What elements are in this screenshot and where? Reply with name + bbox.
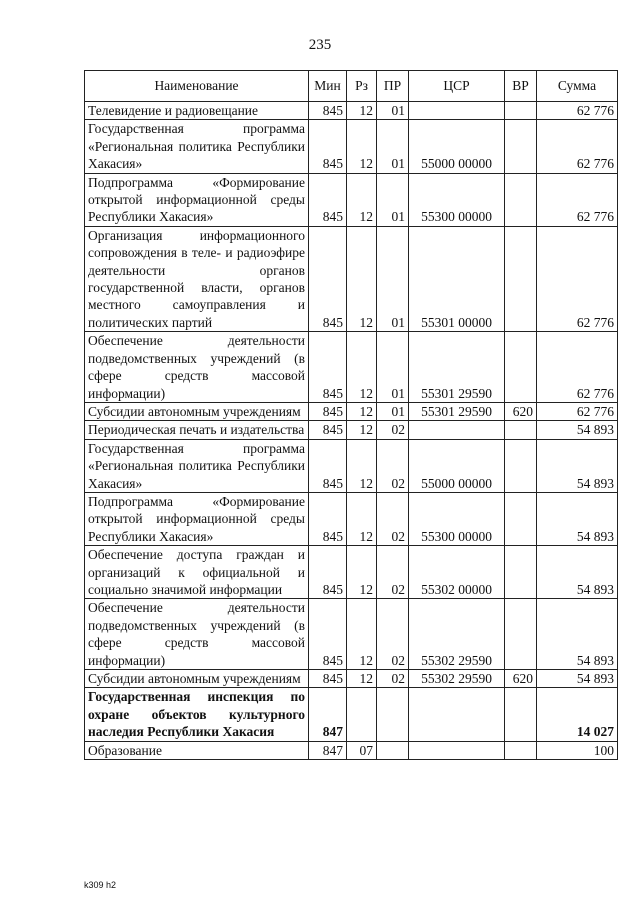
cell-vr — [505, 120, 537, 173]
cell-rz: 12 — [347, 546, 377, 599]
cell-csr — [409, 421, 505, 439]
cell-min: 847 — [309, 741, 347, 759]
cell-pr — [377, 688, 409, 741]
cell-sum: 54 893 — [537, 599, 618, 670]
table-row — [85, 439, 618, 492]
cell-vr — [505, 421, 537, 439]
cell-pr: 02 — [377, 670, 409, 688]
cell-sum: 54 893 — [537, 492, 618, 545]
cell-rz — [347, 688, 377, 741]
header-vr: ВР — [505, 71, 537, 102]
cell-pr: 01 — [377, 120, 409, 173]
header-sum: Сумма — [537, 71, 618, 102]
header-csr: ЦСР — [409, 71, 505, 102]
cell-csr: 55302 29590 — [409, 670, 505, 688]
cell-name: Обеспечение деятельности подведомственных учреждений (в сфере средств массовой информации) — [85, 332, 309, 403]
cell-vr: 620 — [505, 670, 537, 688]
cell-rz: 12 — [347, 173, 377, 226]
cell-vr — [505, 741, 537, 759]
page-number: 235 — [308, 37, 332, 53]
cell-min: 845 — [309, 402, 347, 420]
footer-code: k309 h2 — [84, 880, 117, 890]
cell-name: Организация информационного сопровождения в теле- и радиоэфире деятельности органов государственной власти, органов местного самоуправления и политических партий — [85, 226, 309, 331]
cell-rz: 12 — [347, 670, 377, 688]
cell-sum: 54 893 — [537, 546, 618, 599]
cell-sum: 62 776 — [537, 402, 618, 420]
cell-name: Государственная инспекция по охране объектов культурного наследия Республики Хакасия — [85, 688, 309, 741]
cell-sum: 54 893 — [537, 439, 618, 492]
header-name: Наименование — [85, 71, 309, 102]
table-row — [85, 120, 618, 173]
cell-sum: 62 776 — [537, 226, 618, 331]
cell-csr — [409, 688, 505, 741]
table-row — [85, 670, 618, 688]
cell-rz: 12 — [347, 102, 377, 120]
cell-csr: 55300 00000 — [409, 492, 505, 545]
cell-pr: 01 — [377, 102, 409, 120]
cell-pr: 01 — [377, 402, 409, 420]
cell-min: 845 — [309, 421, 347, 439]
cell-name: Подпрограмма «Формирование открытой информационной среды Республики Хакасия» — [85, 492, 309, 545]
cell-vr — [505, 492, 537, 545]
table-row — [85, 226, 618, 331]
cell-rz: 07 — [347, 741, 377, 759]
cell-csr: 55301 29590 — [409, 402, 505, 420]
cell-csr: 55302 00000 — [409, 546, 505, 599]
table-row — [85, 332, 618, 403]
table-row — [85, 546, 618, 599]
cell-sum: 62 776 — [537, 102, 618, 120]
cell-min: 845 — [309, 439, 347, 492]
header-min: Мин — [309, 71, 347, 102]
cell-sum: 62 776 — [537, 173, 618, 226]
table-row — [85, 599, 618, 670]
cell-sum: 62 776 — [537, 332, 618, 403]
cell-csr: 55000 00000 — [409, 120, 505, 173]
cell-min: 845 — [309, 173, 347, 226]
cell-rz: 12 — [347, 120, 377, 173]
cell-pr: 01 — [377, 173, 409, 226]
cell-csr: 55300 00000 — [409, 173, 505, 226]
cell-min: 845 — [309, 102, 347, 120]
table-row — [85, 173, 618, 226]
cell-csr: 55301 29590 — [409, 332, 505, 403]
budget-table — [84, 70, 618, 760]
cell-rz: 12 — [347, 402, 377, 420]
cell-sum: 14 027 — [537, 688, 618, 741]
cell-vr — [505, 102, 537, 120]
cell-sum: 100 — [537, 741, 618, 759]
cell-csr: 55302 29590 — [409, 599, 505, 670]
cell-vr — [505, 546, 537, 599]
cell-vr — [505, 332, 537, 403]
cell-pr: 02 — [377, 421, 409, 439]
cell-pr: 02 — [377, 492, 409, 545]
cell-rz: 12 — [347, 492, 377, 545]
cell-vr: 620 — [505, 402, 537, 420]
table-row — [85, 492, 618, 545]
cell-pr: 01 — [377, 226, 409, 331]
cell-vr — [505, 173, 537, 226]
cell-name: Государственная программа «Региональная политика Республики Хакасия» — [85, 439, 309, 492]
cell-sum: 54 893 — [537, 670, 618, 688]
cell-csr: 55000 00000 — [409, 439, 505, 492]
cell-rz: 12 — [347, 599, 377, 670]
table-row — [85, 402, 618, 420]
cell-vr — [505, 599, 537, 670]
cell-name: Государственная программа «Региональная политика Республики Хакасия» — [85, 120, 309, 173]
cell-min: 845 — [309, 492, 347, 545]
table-header-row — [85, 71, 618, 102]
header-rz: Рз — [347, 71, 377, 102]
cell-min: 845 — [309, 332, 347, 403]
cell-min: 845 — [309, 120, 347, 173]
cell-vr — [505, 439, 537, 492]
cell-name: Подпрограмма «Формирование открытой информационной среды Республики Хакасия» — [85, 173, 309, 226]
cell-pr: 02 — [377, 599, 409, 670]
cell-name: Образование — [85, 741, 309, 759]
cell-sum: 62 776 — [537, 120, 618, 173]
cell-name: Телевидение и радиовещание — [85, 102, 309, 120]
cell-name: Субсидии автономным учреждениям — [85, 670, 309, 688]
cell-name: Субсидии автономным учреждениям — [85, 402, 309, 420]
cell-pr: 02 — [377, 546, 409, 599]
cell-min: 845 — [309, 599, 347, 670]
cell-csr — [409, 741, 505, 759]
cell-sum: 54 893 — [537, 421, 618, 439]
table-row — [85, 741, 618, 759]
cell-rz: 12 — [347, 332, 377, 403]
cell-rz: 12 — [347, 439, 377, 492]
cell-min: 845 — [309, 546, 347, 599]
cell-min: 845 — [309, 226, 347, 331]
cell-min: 845 — [309, 670, 347, 688]
cell-name: Обеспечение деятельности подведомственных учреждений (в сфере средств массовой информации) — [85, 599, 309, 670]
cell-rz: 12 — [347, 226, 377, 331]
header-pr: ПР — [377, 71, 409, 102]
cell-pr: 01 — [377, 332, 409, 403]
cell-rz: 12 — [347, 421, 377, 439]
cell-csr: 55301 00000 — [409, 226, 505, 331]
cell-pr: 02 — [377, 439, 409, 492]
table-row — [85, 688, 618, 741]
cell-csr — [409, 102, 505, 120]
table-row — [85, 421, 618, 439]
cell-vr — [505, 688, 537, 741]
table-row — [85, 102, 618, 120]
cell-name: Обеспечение доступа граждан и организаций к официальной и социально значимой информации — [85, 546, 309, 599]
cell-pr — [377, 741, 409, 759]
cell-vr — [505, 226, 537, 331]
cell-min: 847 — [309, 688, 347, 741]
cell-name: Периодическая печать и издательства — [85, 421, 309, 439]
